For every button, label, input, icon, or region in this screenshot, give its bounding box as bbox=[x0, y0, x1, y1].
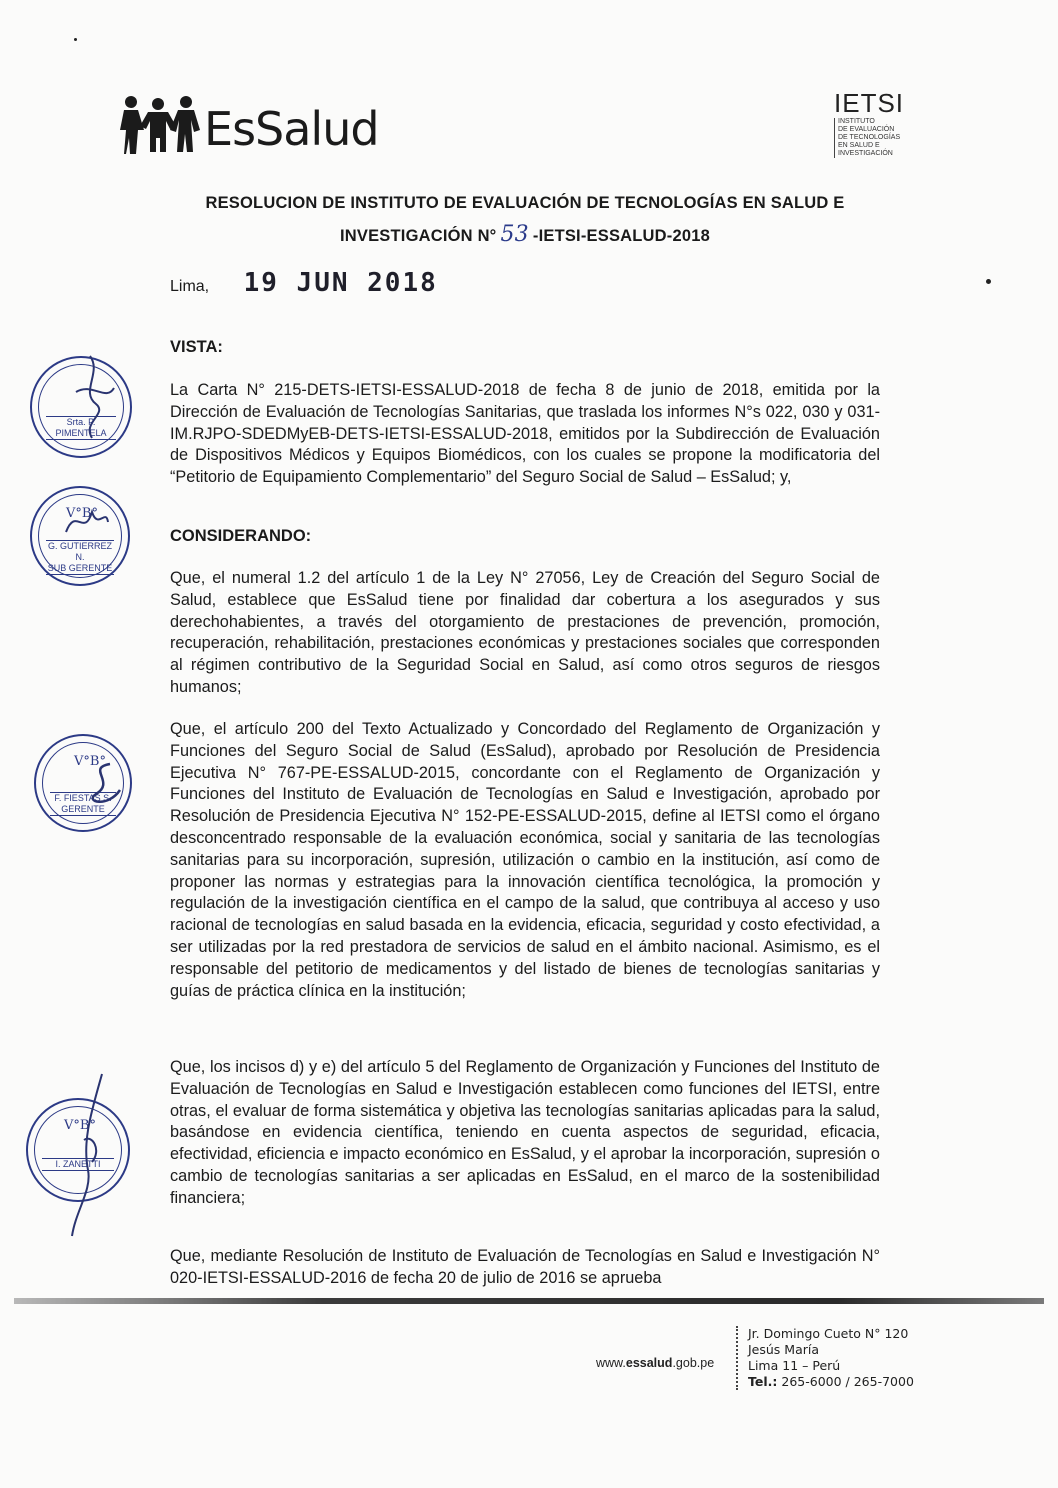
ink-dot bbox=[986, 279, 991, 284]
approval-stamp-3 bbox=[34, 734, 132, 832]
stamp-role: GERENTE bbox=[61, 804, 105, 814]
stamp-name: I. ZANETTI bbox=[42, 1158, 114, 1171]
approval-stamp-2 bbox=[30, 486, 130, 586]
phone-line bbox=[748, 1374, 914, 1390]
essalud-logo bbox=[118, 92, 378, 158]
title-line-1: RESOLUCION DE INSTITUTO DE EVALUACIÓN DE TECNOLOGÍAS EN SALUD E bbox=[205, 194, 845, 212]
website-domain: essalud bbox=[625, 1356, 673, 1370]
considerando-paragraph-1: Que, el numeral 1.2 del artículo 1 de la Ley N° 27056, Ley de Creación del Seguro Social de Salud, establece que EsSalud tiene por finalidad dar cobertura a los asegurados y sus derechohabientes, a través del otorgamiento de prestaciones de prevención, promoción, recuperación, rehabilitación, prestaciones económicas y prestaciones sociales que corresponden al régimen contributivo de la Seguridad Social en Salud, así como otros seguros de riesgos humanos; bbox=[170, 569, 880, 696]
date-label: Lima, bbox=[170, 278, 210, 295]
website-prefix: www. bbox=[596, 1356, 626, 1370]
vista-heading: VISTA: bbox=[170, 338, 223, 356]
signature-icon bbox=[62, 352, 122, 442]
logo-text: EsSalud bbox=[204, 102, 379, 156]
stamp-name bbox=[46, 540, 114, 575]
ietsi-logo bbox=[834, 90, 924, 158]
ink-dot bbox=[74, 38, 77, 41]
date-row bbox=[170, 268, 438, 298]
title-line-2 bbox=[130, 219, 920, 252]
footer-website[interactable] bbox=[596, 1356, 714, 1370]
website-suffix: .gob.pe bbox=[672, 1356, 715, 1370]
considerando-paragraph-2: Que, el artículo 200 del Texto Actualizado y Concordado del Reglamento de Organización y Funciones del Seguro Social de Salud (EsSalud), aprobado por Resolución de Presidencia Ejecutiva N° 767-PE-ESSALUD-2015, concordante con el Reglamento de Organización y Funciones del Instituto de Evaluación de Tecnologías en Salud e Investigación, aprobado por Resolución de Presidencia Ejecutiva N° 152-PE-ESSALUD-2015, define al IETSI como el órgano desconcentrado responsable de la evaluación económica, social y sanitaria de las tecnologías sanitarias para su incorporación, supresión, utilización o cambio en la institución, así como de proponer las normas y estrategias para la innovación científica tecnológica, la promoción y regulación de la investigación científica en el campo de la salud, que contribuya al acceso y uso racional de tecnologías en salud basada en la evidencia, eficacia, seguridad y costo efectividad, a ser utilizadas por la red prestadora de servicios de salud en el ámbito nacional. Asimismo, es el responsable del petitorio de medicamentos y del listado de bienes de tecnologías sanitarias y guías de práctica clínica en la institución; bbox=[170, 720, 880, 1000]
ietsi-subtitle-line: DE TECNOLOGÍAS bbox=[838, 134, 901, 141]
ietsi-subtitle-line: DE EVALUACIÓN bbox=[838, 126, 895, 133]
document-title bbox=[130, 188, 920, 252]
considerando-paragraph-3: Que, los incisos d) y e) del artículo 5 del Reglamento de Organización y Funciones del Instituto de Evaluación de Tecnologías en Salud e Investigación establecen como funciones del IETSI, entre otras, el evaluar de forma sistemática y objetiva las tecnologías sanitarias aplicadas para la salud, basándose en evidencia científica, teniendo en cuenta aspectos de seguridad, eficacia, efectividad, eficiencia e impacto económico en EsSalud, y el aprobar la incorporación, supresión o cambio de tecnologías sanitarias a ser aplicadas en EsSalud, en el marco de la sostenibilidad financiera; bbox=[170, 1058, 880, 1207]
footer-divider bbox=[14, 1298, 1044, 1304]
stamp-name-text: F. FIESTAS S. bbox=[54, 793, 112, 803]
footer-address bbox=[736, 1326, 914, 1390]
stamp-vb: V°B° bbox=[66, 506, 98, 521]
considerando-heading: CONSIDERANDO: bbox=[170, 527, 312, 545]
approval-stamp-4 bbox=[26, 1098, 130, 1202]
stamp-name: Srta. P. PIMENTELA bbox=[46, 416, 116, 440]
signature-icon bbox=[76, 760, 126, 810]
ietsi-subtitle bbox=[834, 118, 914, 158]
phone-label: Tel.: bbox=[748, 1374, 778, 1389]
ietsi-subtitle-line: EN SALUD E bbox=[838, 142, 880, 149]
title-prefix: INVESTIGACIÓN N° bbox=[340, 227, 497, 245]
vista-paragraph: La Carta N° 215-DETS-IETSI-ESSALUD-2018 de fecha 8 de junio de 2018, emitida por la Dirección de Evaluación de Tecnologías Sanitarias, que traslada los informes N°s 022, 030 y 031-IM.RJPO-SDEDMyEB-DETS-IETSI-ESSALUD-2018, emitidos por la Subdirección de Evaluación de Dispositivos Médicos y Equipos Biomédicos, con los cuales se propone la modificatoria del “Petitorio de Equipamiento Complementario” del Seguro Social de Salud – EsSalud; y, bbox=[170, 381, 880, 487]
stamp-role: SUB GERENTE bbox=[47, 563, 113, 573]
stamp-vb: V°B° bbox=[74, 754, 106, 769]
stamp-vb: V°B° bbox=[64, 1118, 96, 1133]
date-stamp: 19 JUN 2018 bbox=[243, 268, 438, 298]
address-line: Lima 11 – Perú bbox=[748, 1358, 841, 1373]
phone-value: 265-6000 / 265-7000 bbox=[781, 1374, 914, 1389]
title-suffix: -IETSI-ESSALUD-2018 bbox=[532, 227, 710, 245]
family-figures-icon bbox=[118, 94, 202, 156]
ietsi-subtitle-line: INSTITUTO bbox=[838, 118, 875, 125]
ietsi-subtitle-line: INVESTIGACIÓN bbox=[838, 150, 893, 157]
signature-icon bbox=[62, 1070, 112, 1240]
ietsi-title: IETSI bbox=[834, 88, 905, 118]
approval-stamp-1 bbox=[30, 356, 132, 458]
stamp-name-text: G. GUTIERREZ N. bbox=[47, 541, 112, 562]
considerando-paragraph-4: Que, mediante Resolución de Instituto de Evaluación de Tecnologías en Salud e Investigación N° 020-IETSI-ESSALUD-2016 de fecha 20 de julio de 2016 se aprueba bbox=[170, 1247, 880, 1287]
resolution-number: 53 bbox=[500, 222, 529, 247]
address-line: Jr. Domingo Cueto N° 120 bbox=[748, 1326, 909, 1341]
signature-icon bbox=[62, 502, 112, 542]
address-line: Jesús María bbox=[748, 1342, 820, 1357]
